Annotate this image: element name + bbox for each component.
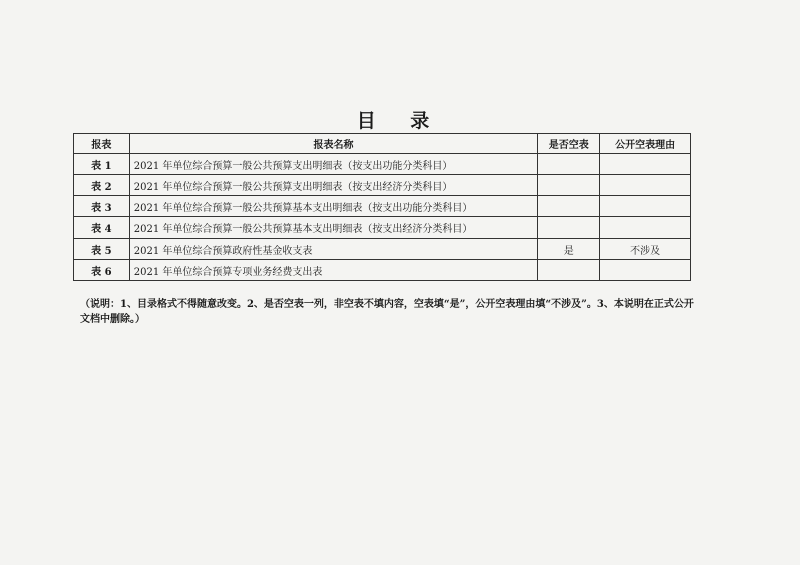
report-name: 2021 年单位综合预算专项业务经费支出表 [129,260,538,281]
empty-reason-cell [600,260,691,281]
header-is-empty: 是否空表 [538,134,600,154]
empty-reason-cell [600,175,691,196]
header-report-no: 报表 [74,134,130,154]
report-no: 表 1 [74,154,130,175]
report-name: 2021 年单位综合预算一般公共预算基本支出明细表（按支出功能分类科目） [129,196,538,217]
header-report-name: 报表名称 [129,134,538,154]
table-row [74,239,691,260]
report-name: 2021 年单位综合预算一般公共预算支出明细表（按支出经济分类科目） [129,175,538,196]
table-row [74,154,691,175]
empty-reason-cell [600,196,691,217]
empty-reason-cell: 不涉及 [600,239,691,260]
page-title: 目 录 [356,110,444,132]
report-no: 表 6 [74,260,130,281]
header-empty-reason: 公开空表理由 [600,134,691,154]
report-name: 2021 年单位综合预算一般公共预算支出明细表（按支出功能分类科目） [129,154,538,175]
report-no: 表 4 [74,217,130,239]
table-header-row [74,134,691,154]
report-name: 2021 年单位综合预算一般公共预算基本支出明细表（按支出经济分类科目） [129,217,538,239]
report-no: 表 3 [74,196,130,217]
table-row [74,260,691,281]
report-name: 2021 年单位综合预算政府性基金收支表 [129,239,538,260]
is-empty-cell [538,260,600,281]
toc-table [73,133,691,281]
empty-reason-cell [600,217,691,239]
table-row [74,196,691,217]
table-row [74,217,691,239]
is-empty-cell [538,196,600,217]
is-empty-cell [538,154,600,175]
table-row [74,175,691,196]
is-empty-cell [538,175,600,196]
report-no: 表 5 [74,239,130,260]
empty-reason-cell [600,154,691,175]
is-empty-cell [538,217,600,239]
explanatory-note: （说明：1、目录格式不得随意改变。2、是否空表一列，非空表不填内容，空表填“是”，公开空表理由填“不涉及”。3、本说明在正式公开文档中删除。） [80,299,694,325]
report-no: 表 2 [74,175,130,196]
is-empty-cell: 是 [538,239,600,260]
